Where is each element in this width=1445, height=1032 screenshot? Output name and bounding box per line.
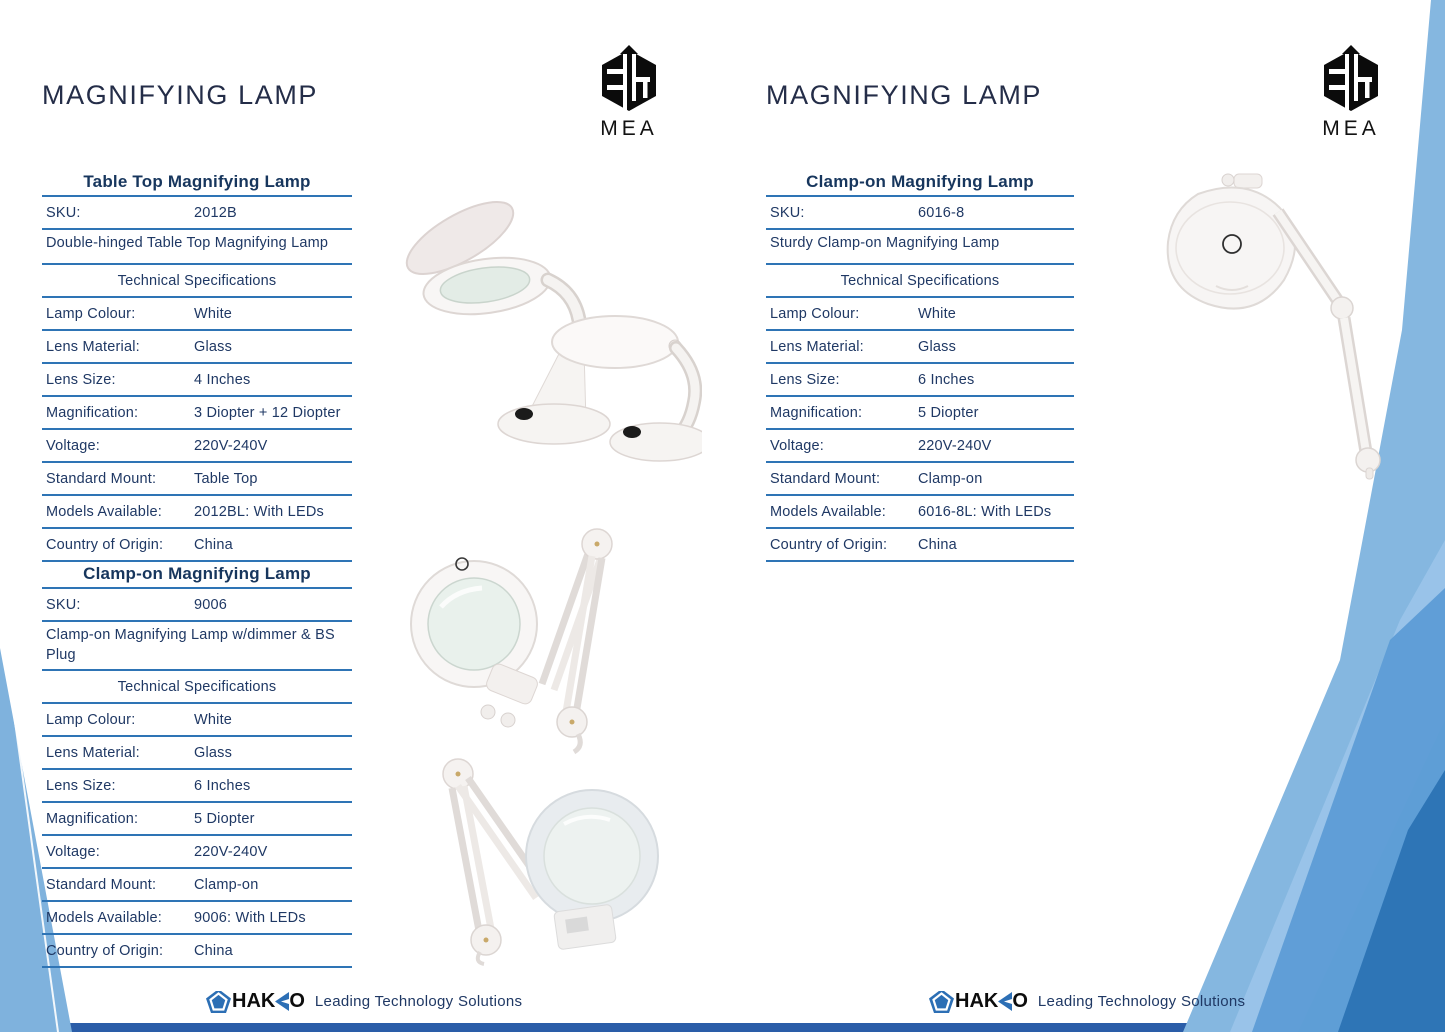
hakko-chevron-icon	[998, 992, 1012, 1011]
spec-label: Models Available:	[770, 503, 886, 520]
spec-row	[766, 529, 1074, 562]
spec-row	[766, 397, 1074, 430]
spec-row	[42, 430, 352, 463]
spec-row	[42, 770, 352, 803]
spec-value: 6 Inches	[194, 777, 251, 794]
spec-label: Standard Mount:	[46, 470, 157, 487]
spec-label: SKU:	[770, 204, 805, 221]
spec-label: Voltage:	[46, 843, 101, 860]
spec-value: White	[918, 305, 957, 322]
spec-label: Country of Origin:	[770, 536, 888, 553]
spec-value: China	[194, 536, 233, 553]
section-row: Technical Specifications	[766, 265, 1074, 298]
section-row: Technical Specifications	[42, 671, 352, 704]
spec-value: 6016-8	[918, 204, 965, 221]
spec-label: Lens Material:	[46, 744, 140, 761]
spec-row	[42, 836, 352, 869]
spec-row	[42, 463, 352, 496]
spec-row	[42, 298, 352, 331]
hakko-pentagon-icon	[928, 988, 955, 1014]
mea-logo-text: MEA	[1322, 117, 1380, 140]
mea-logo-right	[1312, 44, 1390, 141]
footer-right	[928, 986, 1245, 1016]
spec-label: Models Available:	[46, 909, 162, 926]
spec-row	[766, 298, 1074, 331]
spec-label: Magnification:	[46, 404, 139, 421]
hakko-text-suffix: O	[289, 990, 305, 1012]
spec-row	[766, 463, 1074, 496]
mea-logo-icon	[597, 44, 661, 114]
spec-value: 9006	[194, 596, 228, 613]
spec-label: Lamp Colour:	[46, 305, 136, 322]
sku-row	[42, 589, 352, 622]
hakko-text-suffix: O	[1012, 990, 1028, 1012]
spec-row	[42, 803, 352, 836]
product-photo-clamp-lamp-right	[1128, 168, 1420, 480]
page-title-right: MAGNIFYING LAMP	[766, 80, 1043, 110]
table-title: Clamp-on Magnifying Lamp	[42, 563, 352, 589]
spec-value: White	[194, 305, 233, 322]
spec-label: Standard Mount:	[46, 876, 157, 893]
spec-row	[42, 902, 352, 935]
mea-logo-icon	[1319, 44, 1383, 114]
spec-label: Country of Origin:	[46, 942, 164, 959]
spec-label: Magnification:	[770, 404, 863, 421]
spec-row	[42, 737, 352, 770]
spec-value: White	[194, 711, 233, 728]
spec-value: 220V-240V	[194, 843, 268, 860]
table-title: Clamp-on Magnifying Lamp	[766, 171, 1074, 197]
spec-label: Standard Mount:	[770, 470, 881, 487]
spec-value: Glass	[194, 338, 233, 355]
product-photo-clamp-lamps-left	[396, 512, 700, 968]
hakko-logo	[205, 988, 305, 1014]
spec-label: Lens Size:	[46, 371, 116, 388]
spec-table-clamp-on-left	[42, 563, 352, 968]
spec-table-table-top	[42, 171, 352, 562]
description-row: Clamp-on Magnifying Lamp w/dimmer & BS Plug	[42, 622, 352, 671]
spec-value: 6 Inches	[918, 371, 975, 388]
hakko-chevron-icon	[275, 992, 289, 1011]
spec-value: 2012BL: With LEDs	[194, 503, 324, 520]
spec-label: Lamp Colour:	[46, 711, 136, 728]
spec-label: Lamp Colour:	[770, 305, 860, 322]
spec-row	[42, 529, 352, 562]
spec-label: Voltage:	[770, 437, 825, 454]
mea-logo-left	[590, 44, 668, 141]
spec-row	[42, 364, 352, 397]
section-row: Technical Specifications	[42, 265, 352, 298]
spec-row	[766, 496, 1074, 529]
spec-value: 9006: With LEDs	[194, 909, 306, 926]
hakko-text-prefix: HAK	[232, 990, 276, 1012]
hakko-pentagon-icon	[205, 988, 232, 1014]
spec-label: Lens Material:	[770, 338, 864, 355]
sku-row	[766, 197, 1074, 230]
spec-value: Glass	[918, 338, 957, 355]
spec-label: Country of Origin:	[46, 536, 164, 553]
spec-label: Voltage:	[46, 437, 101, 454]
spec-value: Glass	[194, 744, 233, 761]
spec-row	[766, 430, 1074, 463]
spec-value: 220V-240V	[194, 437, 268, 454]
spec-row	[42, 935, 352, 968]
spec-label: Lens Size:	[770, 371, 840, 388]
spec-value: 2012B	[194, 204, 237, 221]
spec-table-clamp-on-right	[766, 171, 1074, 562]
spec-value: 220V-240V	[918, 437, 992, 454]
spec-value: Clamp-on	[918, 470, 983, 487]
spec-value: China	[918, 536, 957, 553]
spec-label: Magnification:	[46, 810, 139, 827]
spec-label: Models Available:	[46, 503, 162, 520]
table-title: Table Top Magnifying Lamp	[42, 171, 352, 197]
spec-label: SKU:	[46, 204, 81, 221]
spec-value: Clamp-on	[194, 876, 259, 893]
spec-row	[766, 331, 1074, 364]
mea-logo-text: MEA	[600, 117, 658, 140]
spec-label: SKU:	[46, 596, 81, 613]
hakko-logo	[928, 988, 1028, 1014]
hakko-text-prefix: HAK	[955, 990, 999, 1012]
spec-value: 3 Diopter + 12 Diopter	[194, 404, 341, 421]
spec-value: 6016-8L: With LEDs	[918, 503, 1052, 520]
spec-label: Lens Size:	[46, 777, 116, 794]
footer-tagline: Leading Technology Solutions	[1037, 992, 1246, 1010]
spec-row	[42, 704, 352, 737]
page-title-left: MAGNIFYING LAMP	[42, 80, 319, 110]
spec-label: Lens Material:	[46, 338, 140, 355]
footer-left	[205, 986, 522, 1016]
spec-row	[766, 364, 1074, 397]
description-row: Sturdy Clamp-on Magnifying Lamp	[766, 230, 1074, 265]
spec-value: Table Top	[194, 470, 258, 487]
spec-row	[42, 869, 352, 902]
spec-row	[42, 397, 352, 430]
description-row: Double-hinged Table Top Magnifying Lamp	[42, 230, 352, 265]
spec-row	[42, 331, 352, 364]
footer-tagline: Leading Technology Solutions	[314, 992, 523, 1010]
spec-value: China	[194, 942, 233, 959]
spec-value: 4 Inches	[194, 371, 251, 388]
spec-row	[42, 496, 352, 529]
spec-value: 5 Diopter	[194, 810, 255, 827]
spec-value: 5 Diopter	[918, 404, 979, 421]
product-photo-table-top-lamps	[372, 186, 702, 474]
sku-row	[42, 197, 352, 230]
